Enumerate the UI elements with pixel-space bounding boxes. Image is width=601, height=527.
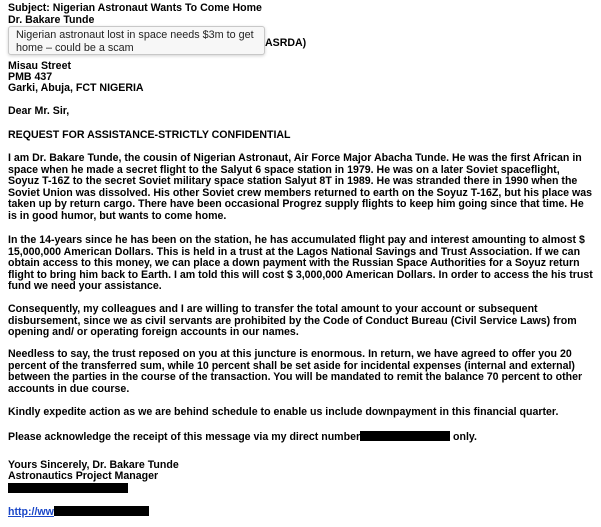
- redacted-email: [8, 483, 128, 493]
- acknowledge-line: [8, 431, 477, 444]
- redacted-email-line: [8, 483, 128, 496]
- website-line[interactable]: [8, 506, 149, 519]
- redacted-url: [54, 506, 149, 516]
- address-line-city: Garki, Abuja, FCT NIGERIA: [8, 82, 144, 94]
- acknowledge-text: Please acknowledge the receipt of this message via my direct number: [8, 431, 361, 443]
- org-fragment: ASRDA): [265, 37, 307, 49]
- address-line-pmb: PMB 437: [8, 71, 53, 83]
- paragraph-expedite: Kindly expedite action as we are behind schedule to enable us include downpayment in this financial quarter.: [8, 406, 559, 418]
- email-heading: REQUEST FOR ASSISTANCE-STRICTLY CONFIDENTIAL: [8, 129, 291, 141]
- website-link[interactable]: http://ww: [8, 506, 54, 518]
- acknowledge-suffix: only.: [450, 431, 477, 443]
- closing: Yours Sincerely, Dr. Bakare Tunde: [8, 459, 179, 471]
- email-subject: Subject: Nigerian Astronaut Wants To Come Home: [8, 2, 262, 14]
- salutation: Dear Mr. Sir,: [8, 105, 70, 117]
- tooltip: [8, 26, 265, 55]
- paragraph-transfer: Consequently, my colleagues and I are willing to transfer the total amount to your account or subsequent disbursement, since we as civil servants are prohibited by the Code of Conduct Bureau (Civil Service Laws) from opening and/ or operating foreign accounts in our names.: [8, 303, 577, 339]
- address-line-street: Misau Street: [8, 60, 71, 72]
- paragraph-trust-fund: In the 14-years since he has been on the station, he has accumulated flight pay and interest amounting to almost $ 15,000,000 American Dollars. This is held in a trust at the Lagos National Savings and Trust Association. If we can obtain access to this money, we can place a down payment with the Russian Space Authorities for a Soyuz return flight to bring him back to Earth. I am told this will cost $ 3,000,000 American Dollars. In order to access the his trust fund we need your assistance.: [8, 234, 593, 293]
- paragraph-percentages: Needless to say, the trust reposed on you at this juncture is enormous. In return, we have agreed to offer you 20 percent of the transferred sum, while 10 percent shall be set aside for incidental expenses (internal and external) between the parties in the course of the transaction. You will be mandated to remit the balance 70 percent to other accounts in due course.: [8, 348, 583, 395]
- paragraph-astronaut-story: I am Dr. Bakare Tunde, the cousin of Nigerian Astronaut, Air Force Major Abacha Tunde. He was the first African in space when he made a secret flight to the Salyut 6 space station in 1979. He was on a later Soviet spaceflight, Soyuz T-16Z to the secret Soviet military space station Salyut 8T in 1989. He was stranded there in 1990 when the Soviet Union was dissolved. His other Soviet crew members returned to earth on the Soyuz T-16Z, but his place was taken up by return cargo. There have been occasional Progrez supply flights to keep him going since that time. He is in good humor, but wants to come home.: [8, 152, 592, 222]
- tooltip-text: Nigerian astronaut lost in space needs $3m to get home – could be a scam: [16, 29, 254, 54]
- sender-name: Dr. Bakare Tunde: [8, 14, 95, 26]
- redacted-phone: [360, 431, 450, 441]
- signature-title: Astronautics Project Manager: [8, 470, 159, 482]
